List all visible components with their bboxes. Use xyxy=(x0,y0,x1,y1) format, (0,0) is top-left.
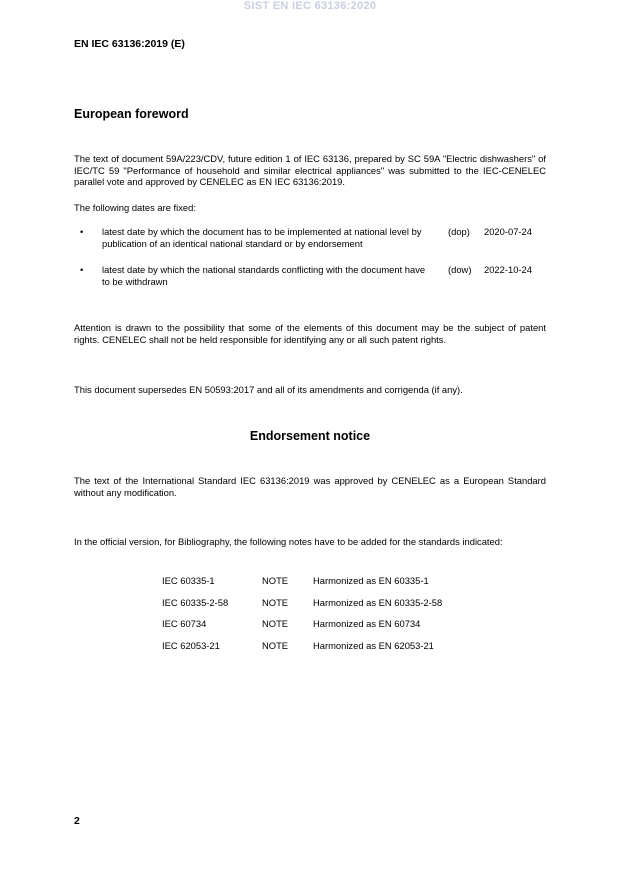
date-value: 2022-10-24 xyxy=(484,264,532,275)
standard-ref: IEC 60734 xyxy=(162,618,207,629)
note-text: Harmonized as EN 60734 xyxy=(313,618,421,629)
supersedes-notice: This document supersedes EN 50593:2017 and all of its amendments and corrigenda (if any). xyxy=(74,384,463,395)
date-description: latest date by which the document has to be implemented at national level by publication of an identical national standard or by endorsement xyxy=(102,226,422,249)
foreword-title: European foreword xyxy=(74,107,189,121)
patent-notice: Attention is drawn to the possibility that some of the elements of this document may be the subject of patent rights. CENELEC shall not be held responsible for identifying any or all such patent rights. xyxy=(74,322,546,345)
table-row xyxy=(162,575,442,597)
table-row xyxy=(162,640,442,662)
note-text: Harmonized as EN 60335-2-58 xyxy=(313,596,443,608)
bullet-icon: • xyxy=(80,226,84,237)
note-label: NOTE xyxy=(262,596,289,608)
date-code: (dop) xyxy=(448,226,470,237)
bibliography-notes-table xyxy=(162,575,442,661)
note-text: Harmonized as EN 62053-21 xyxy=(313,639,434,651)
note-label: NOTE xyxy=(262,618,289,629)
standard-ref: IEC 60335-1 xyxy=(162,575,215,586)
watermark: SIST EN IEC 63136:2020 xyxy=(243,0,377,12)
foreword-intro: The text of document 59A/223/CDV, future edition 1 of IEC 63136, prepared by SC 59A "Electric dishwashers" of IEC/TC 59 "Performance of household and similar electrical appliances" was submitted to the IEC-CENELEC parallel vote and approved by CENELEC as EN IEC 63136:2019. xyxy=(74,153,546,187)
endorsement-title: Endorsement notice xyxy=(249,429,371,443)
date-value: 2020-07-24 xyxy=(484,226,532,237)
date-code: (dow) xyxy=(448,264,472,275)
dates-intro: The following dates are fixed: xyxy=(74,202,196,213)
page-number: 2 xyxy=(74,815,80,827)
table-row xyxy=(162,597,442,619)
table-row xyxy=(162,618,442,640)
note-label: NOTE xyxy=(262,575,289,586)
standard-ref: IEC 62053-21 xyxy=(162,639,220,651)
bullet-icon: • xyxy=(80,264,84,275)
standard-ref: IEC 60335-2-58 xyxy=(162,596,229,608)
note-text: Harmonized as EN 60335-1 xyxy=(313,575,429,586)
note-label: NOTE xyxy=(262,639,289,651)
endorsement-text: The text of the International Standard IEC 63136:2019 was approved by CENELEC as a European Standard without any modification. xyxy=(74,475,546,498)
date-description: latest date by which the national standards conflicting with the document have to be withdrawn xyxy=(102,264,426,287)
document-id: EN IEC 63136:2019 (E) xyxy=(74,38,185,50)
bibliography-intro: In the official version, for Bibliography, the following notes have to be added for the standards indicated: xyxy=(74,536,503,547)
